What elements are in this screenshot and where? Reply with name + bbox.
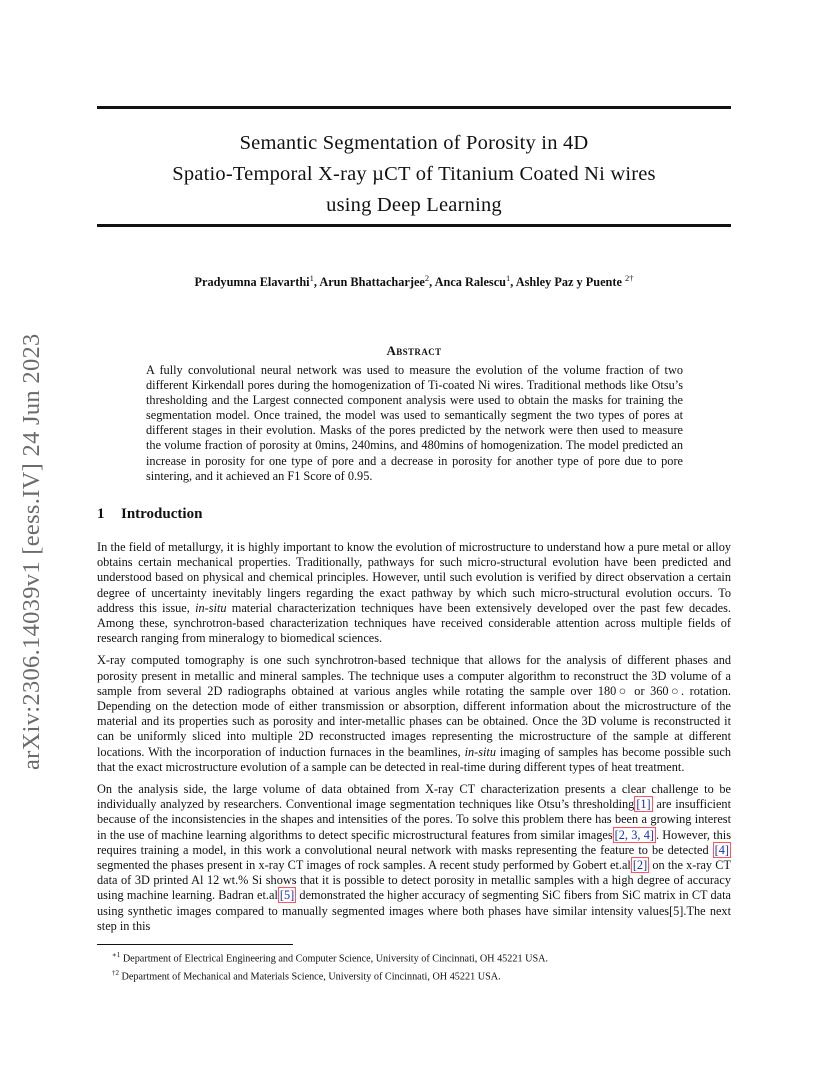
author-affiliation-mark: 1: [506, 273, 511, 283]
author-name: Ashley Paz y Puente: [515, 275, 622, 290]
author-name: Arun Bhattacharjee: [319, 275, 425, 290]
paragraph-text: segmented the phases present in x-ray CT images of rock samples. A recent study performed by Gobert et.al: [97, 858, 631, 873]
paragraph: [97, 653, 731, 775]
paragraph-text: material characterization techniques have been extensively developed over the past few decades. Among these, synchrotron-based characterization techniques have received considerable attention across multiple fields of research ranging from mineralogy to biomedical sciences.: [97, 600, 731, 646]
title-rule-bottom: [97, 224, 731, 227]
citation-link[interactable]: [5]: [279, 888, 295, 903]
paragraph-text: are insufficient because of the inconsistencies in the shapes and intensities of the pores. To solve this problem there has been a growing interest in the use of machine learning algorithms to detect specific microstructural features from similar images: [97, 797, 731, 842]
paragraph-text: on the x-ray CT data of 3D printed Al 12 wt.% Si shows that it is possible to detect porosity in metallic samples with a high degree of accuracy using machine learning. Badran et.al: [97, 858, 732, 903]
section-title: Introduction: [121, 506, 203, 522]
citation-link[interactable]: [2]: [632, 858, 648, 873]
paragraph-text: In the field of metallurgy, it is highly important to know the evolution of microstructure to understand how a pure metal or alloy obtains certain mechanical properties. Traditionally, pathways for such micro-structural evolution have been predicted and understood based on physical and chemical principles. However, until such evolution is verified by direct observation a certain degree of uncertainty inevitably lingers regarding the exact pathway by which such micro-structural evolution occurs. To address this issue,: [97, 540, 731, 615]
author-affiliation-mark: 2†: [625, 273, 634, 283]
author-list: Pradyumna Elavarthi$^1$, Arun Bhattacharjee$^2$, Anca Ralescu$^1$, Ashley Paz y Puente $^{2\dagger}$: [194, 273, 634, 290]
abstract-heading: [97, 343, 731, 359]
footnote-text: Department of Electrical Engineering and Computer Science, University of Cincinnati, OH 45221 USA.: [122, 953, 549, 965]
paragraph-text: demonstrated the higher accuracy of segmenting SiC fibers from SiC matrix in CT data using synthetic images compared to manually segmented images where both phases have similar intensity values[5].The next step in this: [97, 888, 732, 933]
title-line-3: using Deep Learning: [326, 194, 502, 216]
citation-link[interactable]: [4]: [714, 842, 729, 857]
paragraph: [97, 540, 731, 646]
author-affiliation-mark: 2: [424, 273, 430, 283]
paragraph-text: . However, this requires training a model, in this work a convolutional neural network with masks representing the feature to be detected: [97, 827, 731, 857]
footnote-text: Department of Mechanical and Materials Science, University of Cincinnati, OH 45221 USA.: [121, 971, 501, 983]
paragraph-text: imaging of samples has become possible such that the exact microstructure evolution of a sample can be detected in real-time during different types of heat treatment.: [97, 744, 731, 774]
author-name: Pradyumna Elavarthi: [194, 275, 310, 290]
citation-link[interactable]: [1]: [636, 797, 651, 812]
footnote-mark: †2: [112, 969, 119, 978]
abstract-heading-text: Abstract: [386, 343, 442, 358]
abstract-text: A fully convolutional neural network was used to measure the evolution of the volume fraction of two different Kirkendall pores during the homogenization of Ti-coated Ni wires. Traditional methods like Otsu’s thresholding and the Largest connected component analysis were used to obtain the masks for training the segmentation model. Once trained, the model was used to semantically segment the two types of pores at different stages in their evolution. Masks of the pores predicted by the network were then used to measure the volume fraction of porosity at 0mins, 240mins, and 480mins of homogenization. The model predicted an increase in porosity for one type of pore and a decrease in porosity for another type of pore due to pore sintering, and it achieved an F1 Score of 0.95.: [146, 363, 683, 483]
section-number: 1: [97, 506, 105, 522]
paragraph: [97, 782, 731, 934]
arxiv-identifier: arXiv:2306.14039v1 [eess.IV] 24 Jun 2023: [18, 333, 45, 770]
title-rule-top: [97, 106, 731, 109]
author-name: Anca Ralescu: [434, 275, 506, 290]
paragraph-text: On the analysis side, the large volume of data obtained from X-ray CT characterization presents a clear challenge to be individually analyzed by researchers. Conventional image segmentation techniques like Otsu’s thresholding: [97, 782, 731, 812]
author-affiliation-mark: 1: [309, 273, 314, 283]
section-heading: [97, 506, 202, 523]
paragraph-text: X-ray computed tomography is one such synchrotron-based technique that allows for the analysis of different phases and porosity present in metallic and mineral samples. The technique uses a computer algorithm to reconstruct the 3D volume of a sample from several 2D radiographs obtained at various angles while rotating the sample over 180○ or 360○. rotation. Depending on the detection mode of either transmission or absorption, different information about the microstructure of the material and its properties such as porosity and inter-metallic phases can be obtained. Once the 3D volume is reconstructed it can be uniformly sliced into multiple 2D reconstructed images representing the microstructure of the sample at different locations. With the incorporation of induction furnaces in the beamlines,: [97, 653, 731, 759]
paper-title: [97, 128, 731, 221]
footnote-mark: ∗1: [112, 951, 121, 959]
footnote-rule: [97, 944, 293, 945]
emphasis-text: in-situ: [464, 744, 496, 759]
emphasis-text: in-situ: [195, 600, 227, 615]
section-body: [97, 540, 731, 941]
citation-link[interactable]: [2, 3, 4]: [614, 827, 654, 842]
footnote: [112, 948, 548, 966]
footnote: [112, 966, 548, 984]
title-line-2: Spatio-Temporal X-ray µCT of Titanium Coated Ni wires: [172, 163, 656, 185]
title-line-1: Semantic Segmentation of Porosity in 4D: [239, 132, 589, 154]
footnotes: [112, 948, 548, 985]
